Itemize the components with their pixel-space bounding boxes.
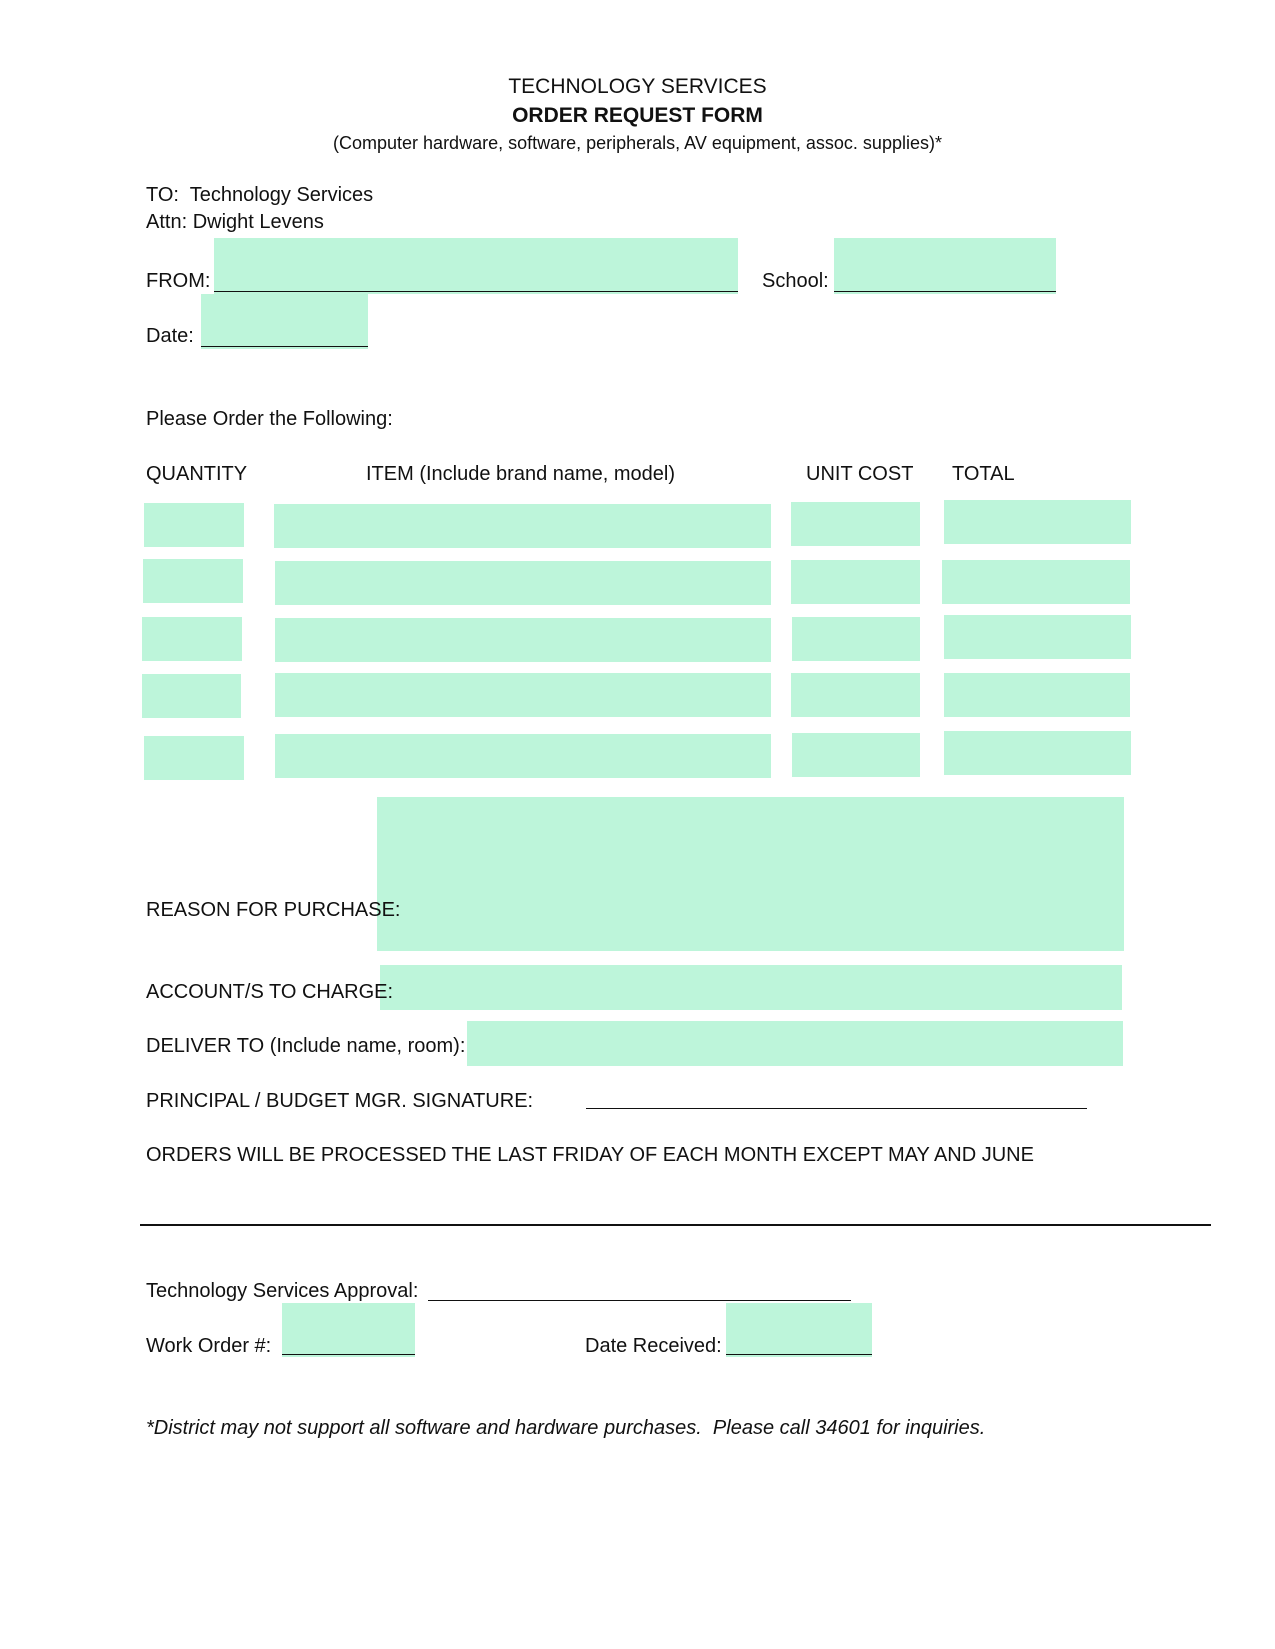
quantity-field-4[interactable] [142,674,241,718]
date-received-underline [726,1354,872,1355]
item-field-3[interactable] [275,618,771,662]
unit-cost-field-1[interactable] [791,502,920,546]
from-underline [214,291,738,292]
date-received-label: Date Received: [585,1335,722,1357]
approval-line[interactable] [428,1300,851,1301]
unit-cost-field-5[interactable] [792,733,920,777]
total-field-1[interactable] [944,500,1131,544]
total-field-2[interactable] [942,560,1130,604]
reason-label: REASON FOR PURCHASE: [146,899,401,921]
processing-note: ORDERS WILL BE PROCESSED THE LAST FRIDAY OF EACH MONTH EXCEPT MAY AND JUNE [146,1144,1034,1166]
deliver-to-label: DELIVER TO (Include name, room): [146,1035,466,1057]
order-intro: Please Order the Following: [146,408,393,430]
date-received-field[interactable] [726,1303,872,1357]
unit-cost-field-2[interactable] [791,560,920,604]
form-title: ORDER REQUEST FORM [512,104,763,127]
unit-cost-field-3[interactable] [792,617,920,661]
date-underline [201,346,368,347]
total-field-5[interactable] [944,731,1131,775]
section-divider [140,1224,1211,1226]
date-label: Date: [146,325,194,347]
column-item: ITEM (Include brand name, model) [366,463,676,485]
total-field-3[interactable] [944,615,1131,659]
unit-cost-field-4[interactable] [791,673,920,717]
deliver-to-field[interactable] [467,1021,1123,1066]
quantity-field-5[interactable] [144,736,244,780]
quantity-field-1[interactable] [144,503,244,547]
work-order-field[interactable] [282,1303,415,1357]
quantity-field-3[interactable] [142,617,242,661]
account-field[interactable] [380,965,1122,1010]
date-field[interactable] [201,294,368,349]
total-field-4[interactable] [944,673,1130,717]
column-quantity: QUANTITY [146,463,248,485]
to-line: TO: Technology Services [146,184,374,206]
footnote: *District may not support all software and hardware purchases. Please call 34601 for inquiries. [146,1417,986,1439]
column-unit-cost: UNIT COST [806,463,914,485]
signature-line[interactable] [586,1108,1087,1109]
reason-field[interactable] [377,797,1124,951]
org-name: TECHNOLOGY SERVICES [508,75,767,98]
from-field[interactable] [214,238,738,294]
work-order-underline [282,1354,415,1355]
work-order-label: Work Order #: [146,1335,272,1357]
item-field-2[interactable] [275,561,771,605]
school-field[interactable] [834,238,1056,294]
form-subtitle: (Computer hardware, software, peripherals, AV equipment, assoc. supplies)* [333,133,942,153]
attn-line: Attn: Dwight Levens [146,211,324,233]
approval-label: Technology Services Approval: [146,1280,419,1302]
from-label: FROM: [146,270,211,292]
account-label: ACCOUNT/S TO CHARGE: [146,981,394,1003]
school-label: School: [762,270,829,292]
item-field-5[interactable] [275,734,771,778]
signature-label: PRINCIPAL / BUDGET MGR. SIGNATURE: [146,1090,534,1112]
item-field-1[interactable] [274,504,771,548]
quantity-field-2[interactable] [143,559,243,603]
item-field-4[interactable] [275,673,771,717]
column-total: TOTAL [952,463,1015,485]
school-underline [834,291,1056,292]
